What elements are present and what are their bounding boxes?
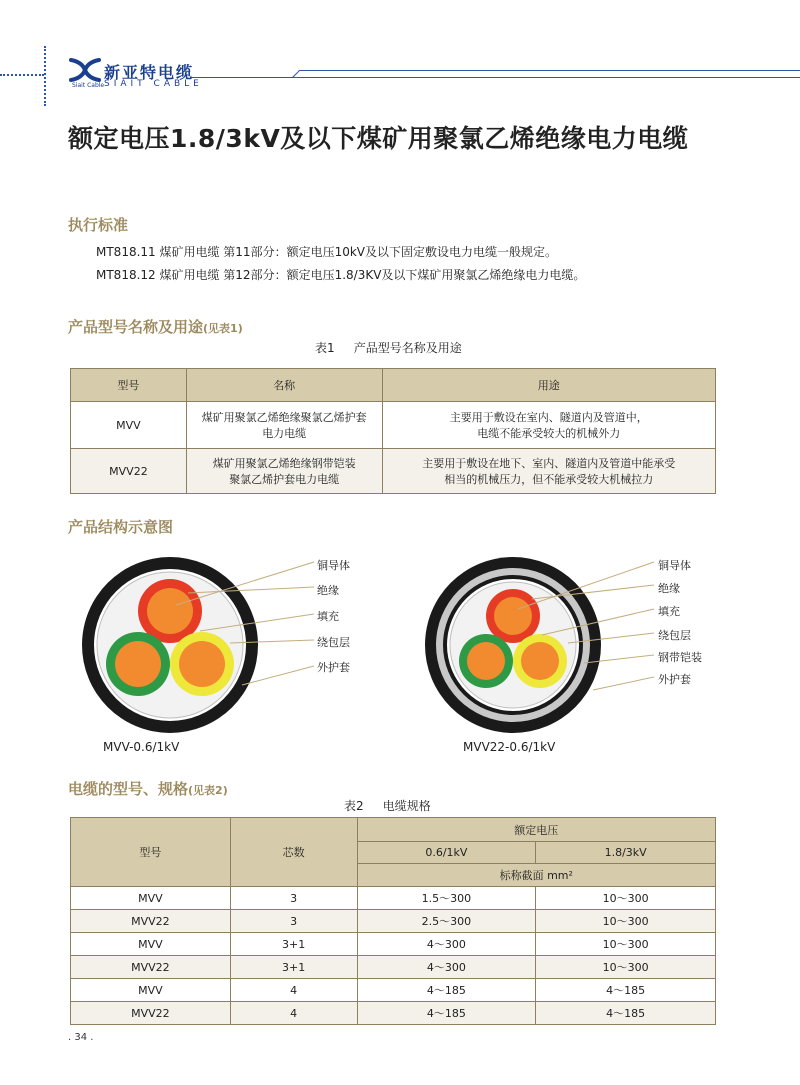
table2-cell-cores: 4 <box>230 979 357 1002</box>
table2-cell-v2: 10～300 <box>536 910 716 933</box>
table2-cell-model: MVV22 <box>71 910 231 933</box>
mvv-conductor <box>115 641 161 687</box>
table1-header-name: 名称 <box>186 369 382 402</box>
table2-cell-v1: 1.5～300 <box>357 887 536 910</box>
page-number: . 34 . <box>68 1032 94 1043</box>
table-row <box>71 933 716 956</box>
table1-header-row <box>71 369 716 402</box>
header-vertical-dotted-line <box>44 46 46 106</box>
table1-cell-use <box>382 449 715 494</box>
table-row <box>71 402 716 449</box>
diagram-caption-mvv22: MVV22-0.6/1kV <box>463 740 556 754</box>
header-rule-slant <box>292 70 302 78</box>
diagram-label: 绝缘 <box>317 584 339 597</box>
diagram-label: 绕包层 <box>658 629 691 642</box>
diagram-label: 外护套 <box>317 661 350 674</box>
table1-caption: 表1 产品型号名称及用途 <box>315 341 462 355</box>
brand-name-cn: 新亚特电缆 <box>104 63 195 82</box>
mvv-conductor <box>179 641 225 687</box>
use-line: 电缆不能承受较大的机械外力 <box>477 427 621 440</box>
table1-cell-name <box>186 402 382 449</box>
table-row <box>71 449 716 494</box>
cable-diagram-mvv22 <box>418 545 668 735</box>
header-rule-upper <box>300 70 800 71</box>
table1-header-use: 用途 <box>382 369 715 402</box>
diagram-label: 外护套 <box>658 673 691 686</box>
page-title: 额定电压1.8/3kV及以下煤矿用聚氯乙烯绝缘电力电缆 <box>68 124 689 153</box>
mvv22-conductor <box>467 642 505 680</box>
table2-cell-cores: 3+1 <box>230 956 357 979</box>
table2-header-section: 标称截面 mm² <box>357 864 715 887</box>
table2-cell-v2: 10～300 <box>536 933 716 956</box>
table1-cell-use <box>382 402 715 449</box>
diagram-label: 绕包层 <box>317 636 350 649</box>
standard-item: MT818.12 煤矿用电缆 第12部分：额定电压1.8/3KV及以下煤矿用聚氯乙烯绝缘电力电缆。 <box>96 268 586 282</box>
table2-cell-model: MVV22 <box>71 956 231 979</box>
header-rule <box>190 77 800 78</box>
diagram-caption-mvv: MVV-0.6/1kV <box>103 740 180 754</box>
table2-header-model: 型号 <box>71 818 231 887</box>
use-line: 相当的机械压力，但不能承受较大机械拉力 <box>444 473 654 486</box>
table2-cell-v1: 4～300 <box>357 933 536 956</box>
table1 <box>70 368 716 494</box>
table2-header-cores: 芯数 <box>230 818 357 887</box>
diagram-label: 钢带铠装 <box>658 651 702 664</box>
section-heading-models <box>68 316 243 337</box>
table2-header-voltage: 额定电压 <box>357 818 715 842</box>
table2-caption: 表2 电缆规格 <box>344 799 431 813</box>
table2-cell-v2: 4～185 <box>536 1002 716 1025</box>
name-line: 聚氯乙烯护套电力电缆 <box>229 473 340 486</box>
table-row <box>71 887 716 910</box>
table2-cell-cores: 3 <box>230 887 357 910</box>
diagram-label: 填充 <box>658 605 680 618</box>
table2-cell-v1: 4～300 <box>357 956 536 979</box>
use-line: 主要用于敷设在地下、室内、隧道内及管道中能承受 <box>422 457 676 470</box>
diagram-label: 绝缘 <box>658 582 680 595</box>
mvv-conductor <box>147 588 193 634</box>
table2-cell-cores: 3+1 <box>230 933 357 956</box>
use-line: 主要用于敷设在室内、隧道内及管道中， <box>449 411 648 424</box>
standards-heading: 执行标准 <box>68 216 129 234</box>
table2-cell-model: MVV <box>71 887 231 910</box>
table2-cell-cores: 4 <box>230 1002 357 1025</box>
table1-header-model: 型号 <box>71 369 187 402</box>
table2-cell-model: MVV <box>71 933 231 956</box>
table2 <box>70 817 716 1025</box>
section-heading-specs <box>68 778 228 799</box>
name-line: 煤矿用聚氯乙烯绝缘聚氯乙烯护套 <box>201 411 367 424</box>
table2-cell-v1: 2.5～300 <box>357 910 536 933</box>
table2-cell-v1: 4～185 <box>357 979 536 1002</box>
mvv22-conductor <box>494 597 532 635</box>
header-dotted-line <box>0 74 44 80</box>
brand-name-en: SIAIT CABLE <box>104 79 203 89</box>
table1-cell-model: MVV <box>71 402 187 449</box>
table2-cell-v2: 10～300 <box>536 956 716 979</box>
diagram-label: 填充 <box>317 610 339 623</box>
section-heading-note: (见表2) <box>188 784 228 797</box>
section-heading-structure: 产品结构示意图 <box>68 518 174 536</box>
table1-cell-name <box>186 449 382 494</box>
name-line: 电力电缆 <box>262 427 307 440</box>
table2-header-row <box>71 818 716 842</box>
table2-cell-v1: 4～185 <box>357 1002 536 1025</box>
table2-cell-v2: 10～300 <box>536 887 716 910</box>
diagram-label: 铜导体 <box>658 559 691 572</box>
table2-cell-cores: 3 <box>230 910 357 933</box>
table2-cell-model: MVV22 <box>71 1002 231 1025</box>
name-line: 煤矿用聚氯乙烯绝缘钢带铠装 <box>212 457 356 470</box>
table2-header-v1: 0.6/1kV <box>357 842 536 864</box>
diagram-label: 铜导体 <box>317 559 350 572</box>
table1-cell-model: MVV22 <box>71 449 187 494</box>
section-heading-text: 产品型号名称及用途 <box>68 318 204 336</box>
table-row <box>71 1002 716 1025</box>
standard-item: MT818.11 煤矿用电缆 第11部分：额定电压10kV及以下固定敷设电力电缆一般规定。 <box>96 245 558 259</box>
mvv22-conductor <box>521 642 559 680</box>
table2-cell-v2: 4～185 <box>536 979 716 1002</box>
table-row <box>71 979 716 1002</box>
logo-subtext: Siait Cable <box>72 82 105 89</box>
section-heading-note: (见表1) <box>203 322 243 335</box>
table2-cell-model: MVV <box>71 979 231 1002</box>
table2-header-v2: 1.8/3kV <box>536 842 716 864</box>
section-heading-text: 电缆的型号、规格 <box>68 780 189 798</box>
table-row <box>71 956 716 979</box>
brand-logo-icon <box>68 56 102 84</box>
table-row <box>71 910 716 933</box>
